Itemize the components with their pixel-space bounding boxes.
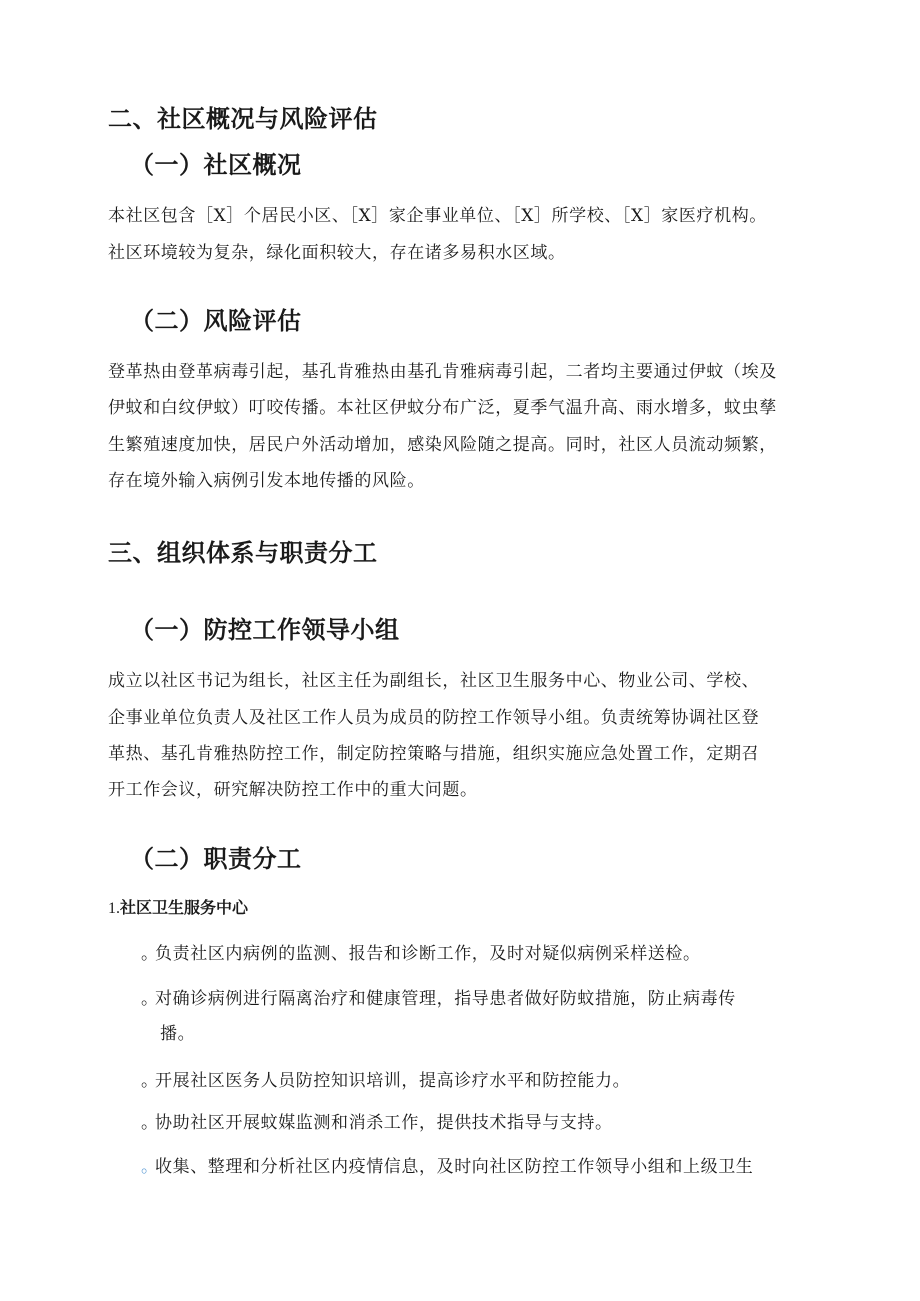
paragraph-line: 开工作会议，研究解决防控工作中的重大问题。 — [108, 780, 478, 800]
list-item — [141, 939, 701, 964]
bullet-icon: 。 — [141, 1071, 159, 1091]
bullet-icon: 。 — [141, 989, 159, 1009]
list-item — [141, 1066, 630, 1091]
list-item-text: 负责社区内病例的监测、报告和诊断工作，及时对疑似病例采样送检。 — [155, 944, 701, 964]
paragraph-line: 本社区包含［X］个居民小区、［X］家企事业单位、［X］所学校、［X］家医疗机构。 — [108, 206, 767, 226]
numbered-item-heading — [108, 895, 248, 918]
paragraph-line: 企事业单位负责人及社区工作人员为成员的防控工作领导小组。负责统筹协调社区登 — [108, 708, 760, 728]
paragraph-line: 生繁殖速度加快，居民户外活动增加，感染风险随之提高。同时，社区人员流动频繁， — [108, 435, 777, 455]
subsection-heading-responsibilities: （二）职责分工 — [130, 844, 302, 873]
subsection-heading-risk-assessment: （二）风险评估 — [130, 306, 302, 335]
section-heading-3: 三、组织体系与职责分工 — [108, 538, 378, 567]
subsection-heading-leadership-group: （一）防控工作领导小组 — [130, 615, 400, 644]
paragraph-line: 革热、基孔肯雅热防控工作，制定防控策略与措施，组织实施应急处置工作，定期召 — [108, 744, 760, 764]
list-item-text: 收集、整理和分析社区内疫情信息，及时向社区防控工作领导小组和上级卫生 — [155, 1157, 754, 1177]
list-item-text: 开展社区医务人员防控知识培训，提高诊疗水平和防控能力。 — [155, 1071, 631, 1091]
list-item-text: 对确诊病例进行隔离治疗和健康管理，指导患者做好防蚊措施，防止病毒传 — [155, 989, 736, 1009]
item-title: 社区卫生服务中心 — [120, 898, 249, 917]
item-number: 1. — [108, 900, 120, 917]
list-item — [141, 1108, 613, 1133]
paragraph-line: 存在境外输入病例引发本地传播的风险。 — [108, 471, 425, 491]
subsection-heading-community-overview: （一）社区概况 — [130, 150, 302, 179]
bullet-icon: 。 — [141, 944, 159, 964]
list-item — [141, 1152, 753, 1177]
paragraph-line: 登革热由登革病毒引起，基孔肯雅热由基孔肯雅病毒引起，二者均主要通过伊蚊（埃及 — [108, 362, 777, 382]
paragraph-line: 伊蚊和白纹伊蚊）叮咬传播。本社区伊蚊分布广泛，夏季气温升高、雨水增多，蚊虫孳 — [108, 398, 777, 418]
list-item-text: 协助社区开展蚊媒监测和消杀工作，提供技术指导与支持。 — [155, 1113, 613, 1133]
bullet-icon: 。 — [141, 1157, 159, 1177]
paragraph-line: 社区环境较为复杂，绿化面积较大，存在诸多易积水区域。 — [108, 243, 566, 263]
list-item — [141, 984, 736, 1009]
list-item-continuation: 播。 — [160, 1024, 196, 1044]
bullet-icon: 。 — [141, 1113, 159, 1133]
paragraph-line: 成立以社区书记为组长，社区主任为副组长，社区卫生服务中心、物业公司、学校、 — [108, 671, 760, 691]
section-heading-2: 二、社区概况与风险评估 — [108, 104, 378, 133]
